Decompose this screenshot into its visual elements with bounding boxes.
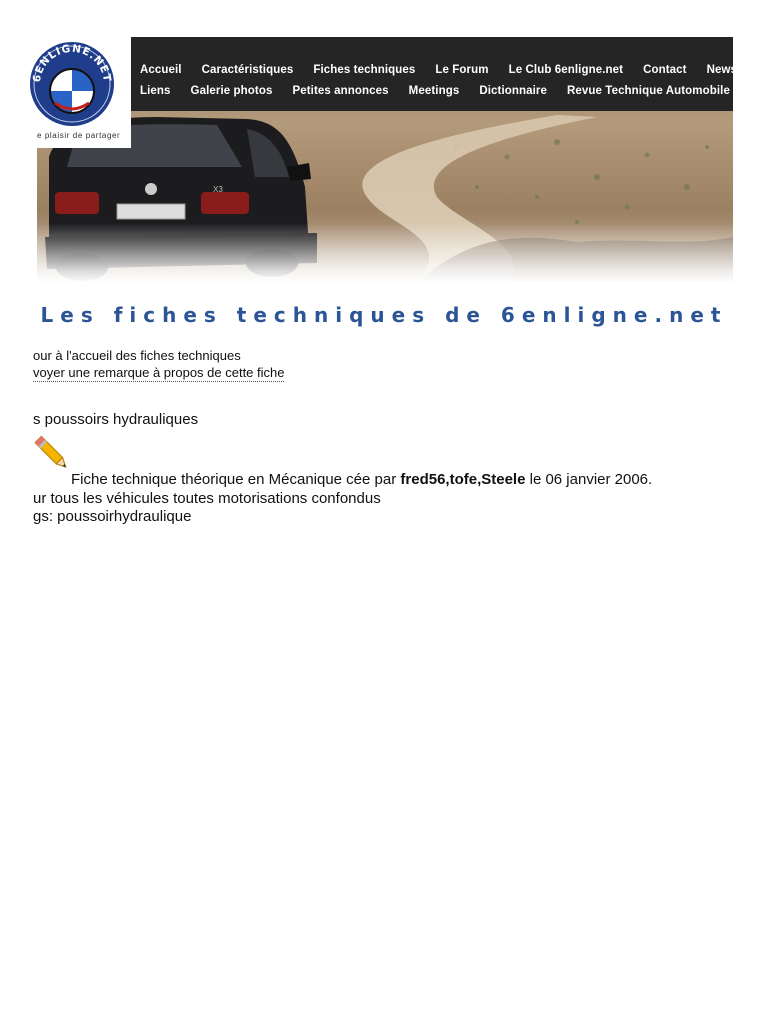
pencil-icon — [32, 432, 72, 476]
author-names: fred56,tofe,Steele — [400, 471, 526, 488]
nav-item-galerie-photos[interactable]: Galerie photos — [190, 85, 273, 97]
nav-item-meetings[interactable]: Meetings — [408, 85, 460, 97]
site-logo[interactable] — [30, 37, 131, 148]
fiche-author-line — [71, 471, 652, 488]
main-navbar — [37, 37, 753, 111]
nav-item-accueil[interactable]: Accueil — [140, 64, 182, 76]
nav-item-revue-technique[interactable]: Revue Technique Automobile (ET — [566, 85, 753, 97]
nav-item-liens[interactable]: Liens — [140, 85, 171, 97]
fiche-vehicles-line: ur tous les véhicules toutes motorisations confondus — [33, 490, 381, 507]
nav-item-fiches-techniques[interactable]: Fiches techniques — [313, 64, 416, 76]
nav-row-primary — [140, 60, 757, 78]
fiche-subject: s poussoirs hydrauliques — [33, 411, 199, 428]
back-to-fiches-link[interactable]: our à l'accueil des fiches techniques — [33, 348, 241, 363]
nav-item-news[interactable]: News — [706, 64, 738, 76]
nav-item-caracteristiques[interactable]: Caractéristiques — [201, 64, 294, 76]
nav-row-secondary — [140, 81, 768, 99]
creation-date: le 06 janvier 2006. — [525, 471, 653, 488]
logo-emblem-icon — [27, 39, 117, 129]
fiche-links — [33, 347, 284, 382]
fiche-tags-line: gs: poussoirhydraulique — [33, 508, 192, 525]
nav-item-club[interactable]: Le Club 6enligne.net — [508, 64, 624, 76]
logo-tagline: e plaisir de partager — [37, 131, 121, 140]
svg-text:6ENLIGNE.NET: 6ENLIGNE.NET — [30, 42, 114, 84]
nav-item-dictionnaire[interactable]: Dictionnaire — [479, 85, 547, 97]
nav-item-forum[interactable]: Le Forum — [435, 64, 489, 76]
nav-item-petites-annonces[interactable]: Petites annonces — [292, 85, 389, 97]
svg-text:X3: X3 — [213, 185, 223, 194]
send-remark-link[interactable]: voyer une remarque à propos de cette fiche — [33, 365, 285, 380]
banner-fade-overlay — [37, 223, 733, 283]
page-title: Les fiches techniques de 6enligne.net — [40, 303, 728, 327]
author-intro-text: Fiche technique théorique en Mécanique cée par — [71, 471, 401, 488]
nav-item-contact[interactable]: Contact — [643, 64, 687, 76]
